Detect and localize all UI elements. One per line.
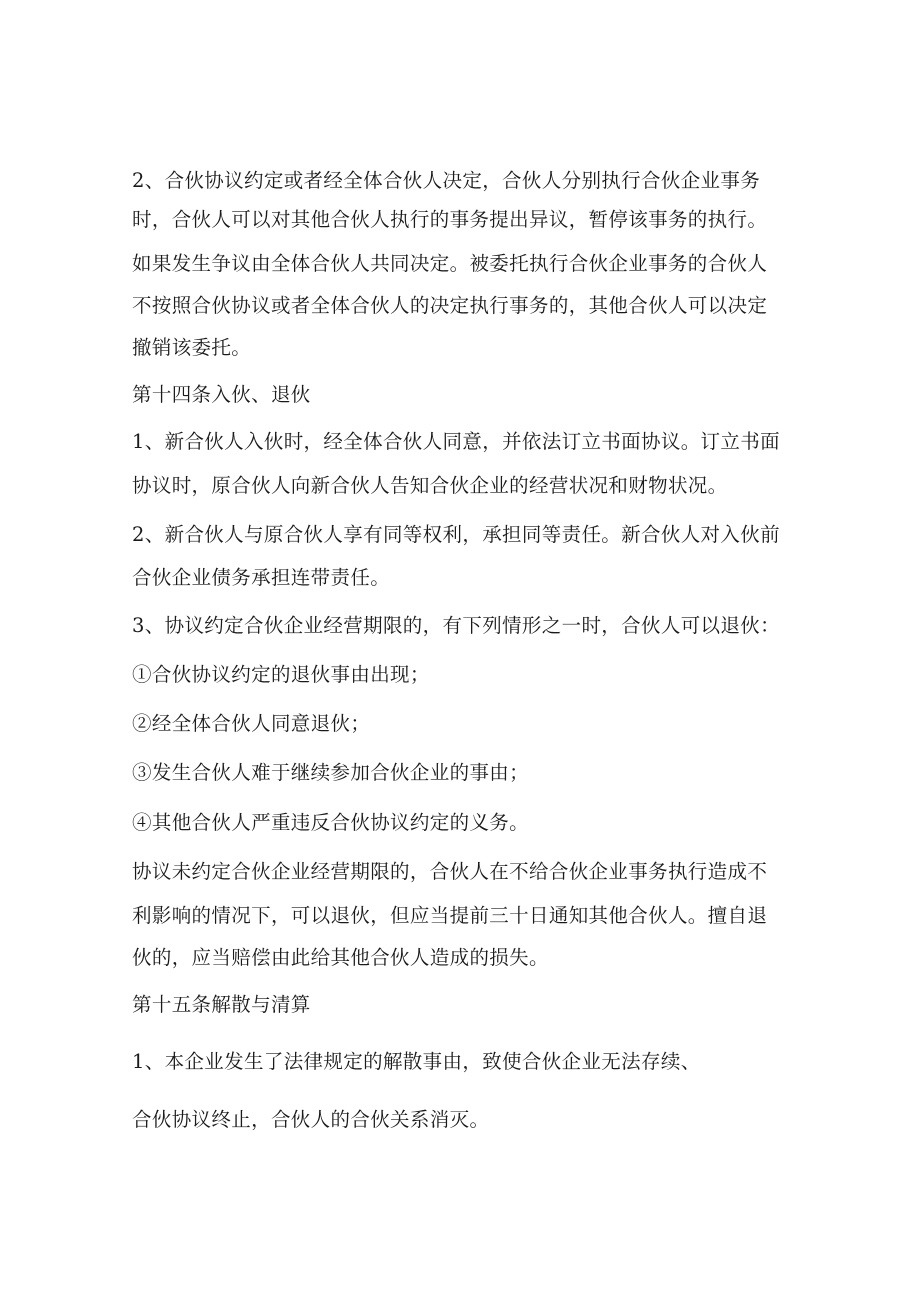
- art14-item-2-line-1: 2、新合伙人与原合伙人享有同等权利，承担同等责任。新合伙人对入伙前: [132, 523, 780, 546]
- clause-2-line-1: 2、合伙协议约定或者经全体合伙人决定，合伙人分别执行合伙企业事务: [132, 169, 761, 192]
- clause-2-line-5: 撤销该委托。: [132, 336, 252, 359]
- article-15-heading: 第十五条解散与清算: [132, 993, 311, 1016]
- no-term-paragraph-line-3: 伙的，应当赔偿由此给其他合伙人造成的损失。: [132, 946, 549, 969]
- withdrawal-case-3: ③发生合伙人难于继续参加合伙企业的事由；: [132, 761, 530, 784]
- clause-2-line-2: 时，合伙人可以对其他合伙人执行的事务提出异议，暂停该事务的执行。: [132, 208, 768, 231]
- withdrawal-case-4: ④其他合伙人严重违反合伙协议约定的义务。: [132, 811, 530, 834]
- no-term-paragraph-line-1: 协议未约定合伙企业经营期限的，合伙人在不给合伙企业事务执行造成不: [132, 860, 768, 883]
- art15-item-1-line-1: 1、本企业发生了法律规定的解散事由，致使合伙企业无法存续、: [132, 1050, 701, 1073]
- art14-item-1-line-1: 1、新合伙人入伙时，经全体合伙人同意，并依法订立书面协议。订立书面: [132, 430, 780, 453]
- withdrawal-case-1: ①合伙协议约定的退伙事由出现；: [132, 663, 430, 686]
- clause-2-line-4: 不按照合伙协议或者全体合伙人的决定执行事务的，其他合伙人可以决定: [132, 294, 768, 317]
- art15-item-1-line-2: 合伙协议终止，合伙人的合伙关系消灭。: [132, 1108, 490, 1131]
- clause-2-line-3: 如果发生争议由全体合伙人共同决定。被委托执行合伙企业事务的合伙人: [132, 252, 768, 275]
- withdrawal-case-2: ②经全体合伙人同意退伙；: [132, 712, 371, 735]
- no-term-paragraph-line-2: 利影响的情况下，可以退伙，但应当提前三十日通知其他合伙人。擅自退: [132, 904, 768, 927]
- art14-item-3: 3、协议约定合伙企业经营期限的，有下列情形之一时，合伙人可以退伙：: [132, 614, 780, 637]
- article-14-heading: 第十四条入伙、退伙: [132, 383, 311, 406]
- art14-item-2-line-2: 合伙企业债务承担连带责任。: [132, 566, 391, 589]
- art14-item-1-line-2: 协议时，原合伙人向新合伙人告知合伙企业的经营状况和财物状况。: [132, 474, 728, 497]
